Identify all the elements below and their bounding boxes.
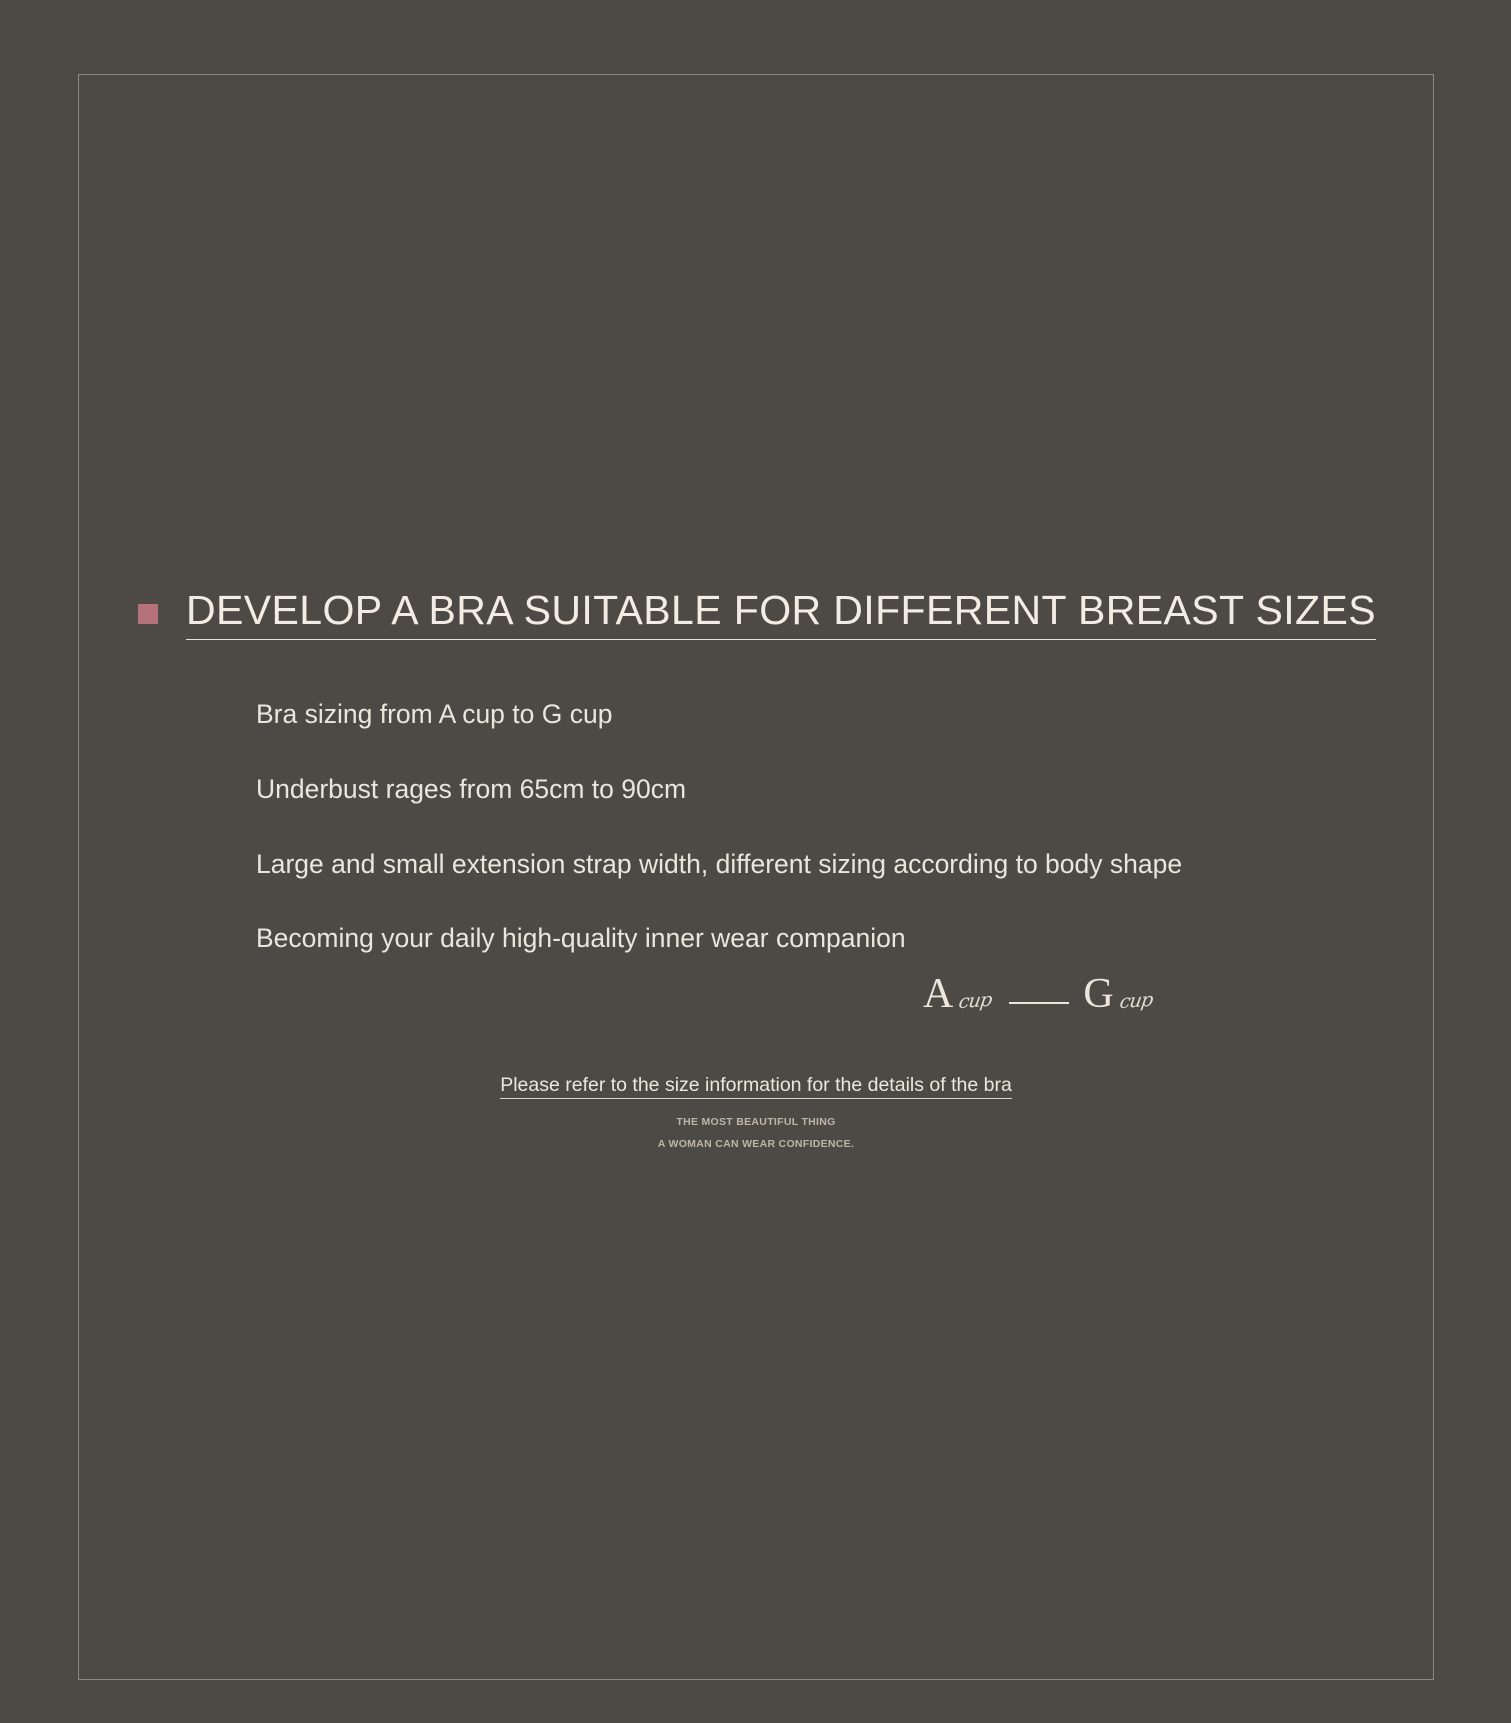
square-bullet-icon: [138, 604, 158, 624]
tagline-line-2: A WOMAN CAN WEAR CONFIDENCE.: [657, 1138, 855, 1151]
size-info-note-text: Please refer to the size information for the details of the bra: [500, 1074, 1012, 1099]
list-item: Becoming your daily high-quality inner wear companion: [256, 923, 906, 954]
cup-range-start-word: cup: [957, 988, 994, 1014]
list-item: Large and small extension strap width, different sizing according to body shape: [256, 848, 1183, 879]
cup-range-separator-icon: [1009, 1002, 1069, 1004]
cup-range-end-word: cup: [1117, 988, 1154, 1014]
tagline-block: [78, 1111, 1434, 1155]
list-item: Bra sizing from A cup to G cup: [256, 699, 613, 729]
cup-range-start-letter: A: [923, 971, 954, 1017]
heading-row: [138, 588, 1376, 640]
tagline-line-1: THE MOST BEAUTIFUL THING: [676, 1116, 836, 1128]
list-item: Underbust rages from 65cm to 90cm: [256, 773, 687, 804]
slide-content: [78, 74, 1434, 1680]
page-title: DEVELOP A BRA SUITABLE FOR DIFFERENT BREAST SIZES: [186, 588, 1376, 640]
size-info-note: [78, 1074, 1434, 1097]
cup-range-graphic: [923, 954, 1343, 1034]
cup-range-end-letter: G: [1083, 971, 1114, 1017]
